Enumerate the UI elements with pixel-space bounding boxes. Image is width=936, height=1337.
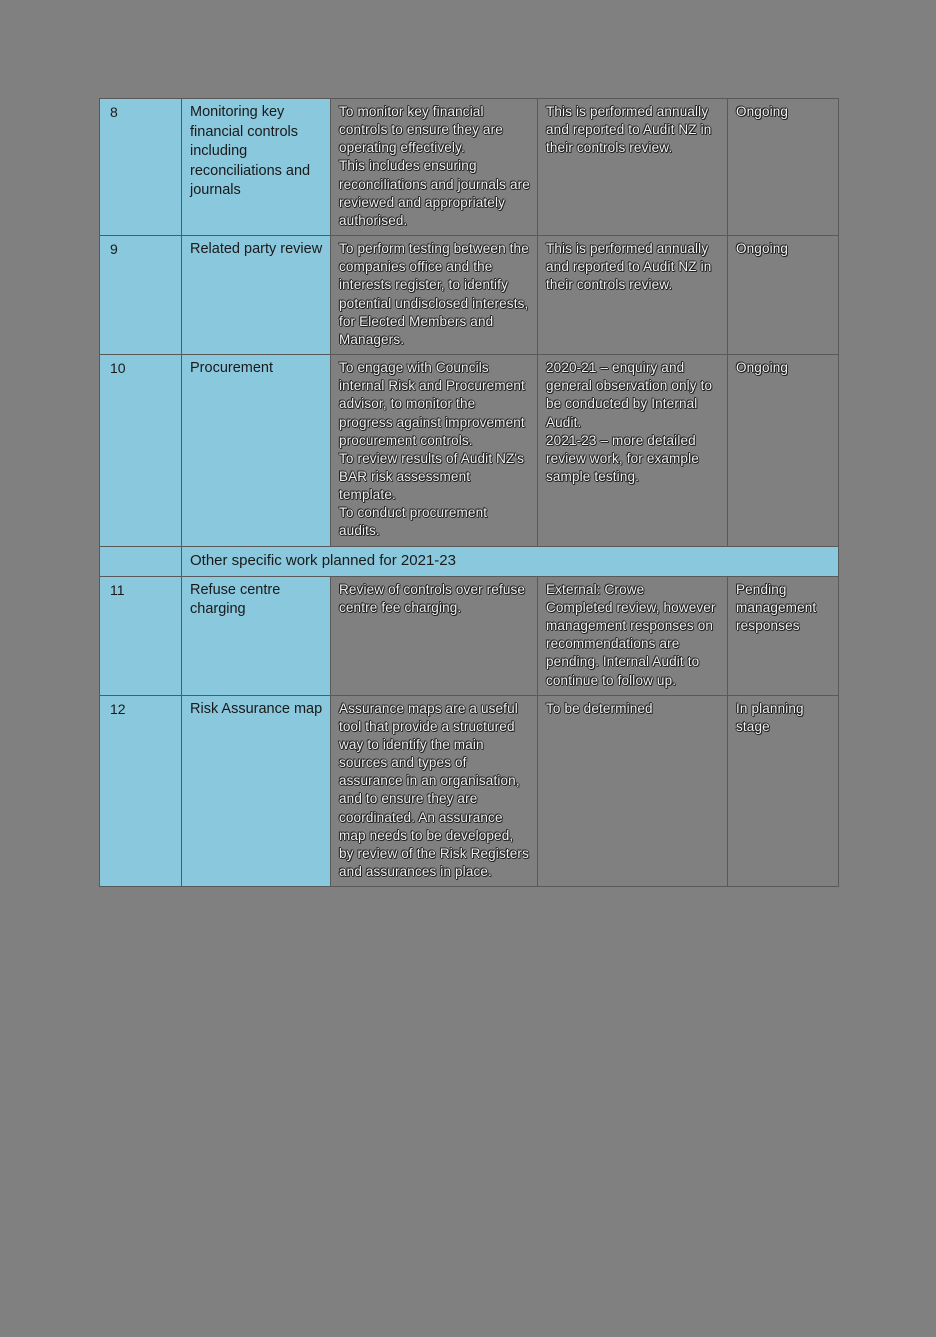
- row-status: In planning stage: [728, 695, 839, 887]
- row-number: 8: [100, 99, 182, 236]
- table-row: [100, 355, 839, 547]
- row-commentary: This is performed annually and reported to Audit NZ in their controls review.: [538, 236, 728, 355]
- row-area: Risk Assurance map: [182, 695, 331, 887]
- table-row: [100, 695, 839, 887]
- section-band-spacer: [100, 546, 182, 576]
- row-commentary: This is performed annually and reported to Audit NZ in their controls review.: [538, 99, 728, 236]
- row-description: To perform testing between the companies office and the interests register, to identify potential undisclosed interests, for Elected Members and Managers.: [331, 236, 538, 355]
- row-area: Procurement: [182, 355, 331, 547]
- row-area: Refuse centre charging: [182, 576, 331, 695]
- row-status: Pending management responses: [728, 576, 839, 695]
- row-commentary: External: Crowe Completed review, however management responses on recommendations are pending. Internal Audit to continue to follow up.: [538, 576, 728, 695]
- row-number: 12: [100, 695, 182, 887]
- row-number: 9: [100, 236, 182, 355]
- row-status: Ongoing: [728, 355, 839, 547]
- row-area: Related party review: [182, 236, 331, 355]
- row-description: To monitor key financial controls to ensure they are operating effectively. This includes ensuring reconciliations and journals are reviewed and appropriately authorised.: [331, 99, 538, 236]
- row-status: Ongoing: [728, 236, 839, 355]
- row-number: 11: [100, 576, 182, 695]
- table-row: [100, 99, 839, 236]
- section-band-row: [100, 546, 839, 576]
- section-band-label: Other specific work planned for 2021-23: [182, 546, 839, 576]
- row-description: Assurance maps are a useful tool that provide a structured way to identify the main sources and types of assurance in an organisation, and to ensure they are coordinated. An assurance map needs to be developed, by review of the Risk Registers and assurances in place.: [331, 695, 538, 887]
- table-row: [100, 236, 839, 355]
- row-commentary: 2020-21 – enquiry and general observation only to be conducted by Internal Audit. 2021-23 – more detailed review work, for example sample testing.: [538, 355, 728, 547]
- row-description: To engage with Councils internal Risk and Procurement advisor, to monitor the progress against improvement procurement controls. To review results of Audit NZ's BAR risk assessment template. To conduct procurement audits.: [331, 355, 538, 547]
- row-description: Review of controls over refuse centre fee charging.: [331, 576, 538, 695]
- row-status: Ongoing: [728, 99, 839, 236]
- row-area: Monitoring key financial controls including reconciliations and journals: [182, 99, 331, 236]
- row-commentary: To be determined: [538, 695, 728, 887]
- table-row: [100, 576, 839, 695]
- audit-work-plan-table: [99, 98, 839, 887]
- row-number: 10: [100, 355, 182, 547]
